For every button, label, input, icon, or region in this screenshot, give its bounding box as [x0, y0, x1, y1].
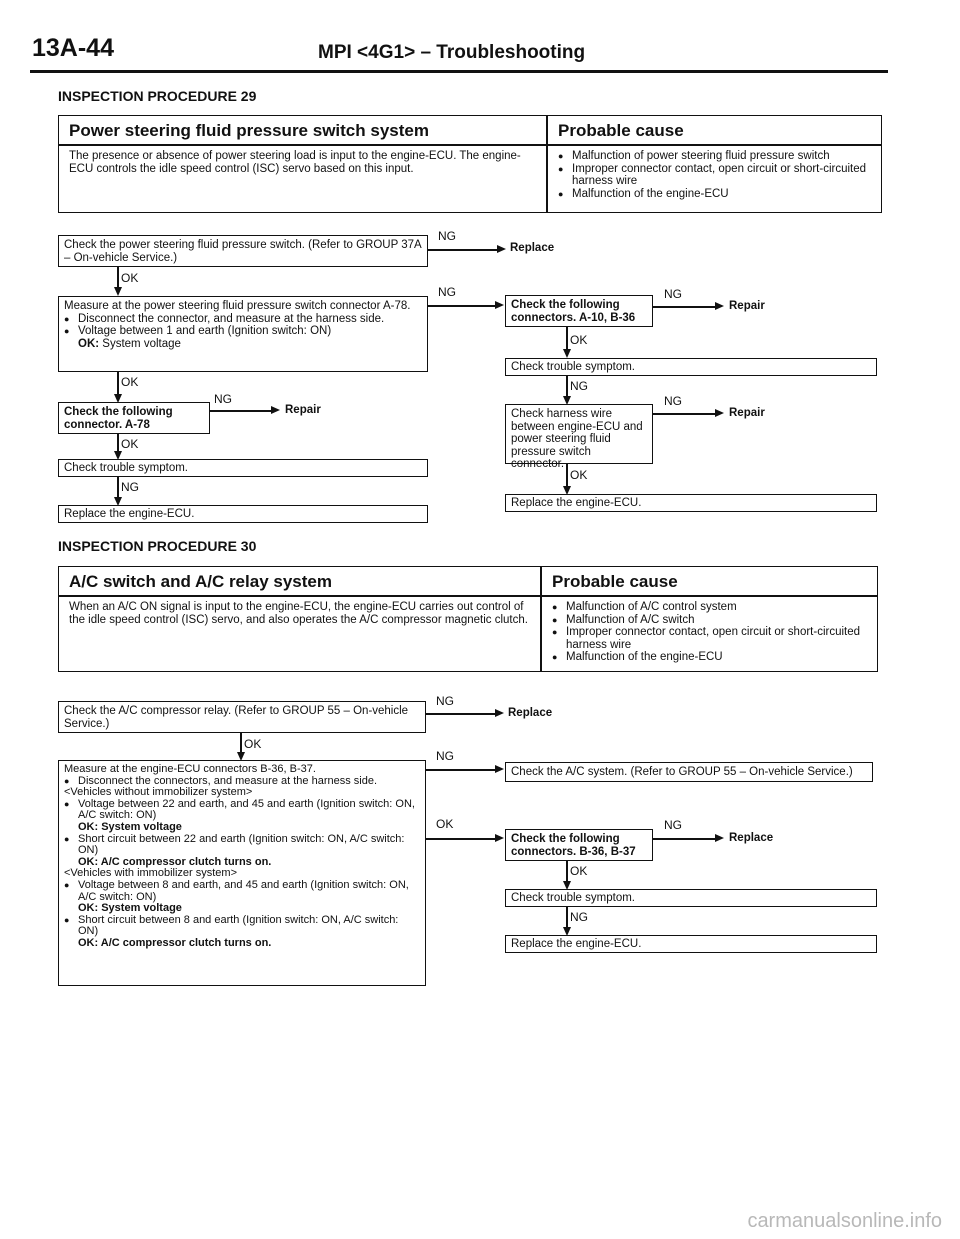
system-title: Power steering fluid pressure switch system [69, 121, 429, 140]
table-divider [540, 567, 542, 671]
proc30-cause-table [58, 566, 878, 672]
ok-line [566, 327, 568, 351]
ng-label: NG [436, 749, 454, 763]
cause-item: ● Malfunction of the engine-ECU [558, 188, 874, 201]
variant-label: <Vehicles without immobilizer system> [64, 786, 253, 799]
measure-item: ● Voltage between 1 and earth (Ignition switch: ON) [64, 325, 422, 338]
page-number: 13A-44 [32, 34, 114, 62]
measure-list [64, 776, 420, 788]
arrow-right [497, 245, 506, 253]
system-title: A/C switch and A/C relay system [69, 572, 332, 591]
ok-label: OK [121, 437, 139, 451]
replace-ecu-box: Replace the engine-ECU. [58, 505, 428, 523]
cause-item: ● Malfunction of A/C switch [552, 614, 870, 627]
cause-list [552, 601, 870, 664]
ok-label: OK [121, 375, 139, 389]
ok-line [566, 861, 568, 883]
arrow-right [715, 409, 724, 417]
ng-label: NG [570, 379, 588, 393]
ng-line [428, 305, 496, 307]
ok-text: OK: A/C compressor clutch turns on. [78, 936, 272, 949]
measure-text: Short circuit between 8 and earth (Ignition switch: ON, A/C switch: ON) [78, 913, 399, 938]
ng-label: NG [121, 480, 139, 494]
arrow-right [495, 765, 504, 773]
ok-label: OK [244, 737, 262, 751]
arrow-right [715, 302, 724, 310]
ok-value: System voltage [102, 337, 181, 350]
ng-line [426, 713, 496, 715]
ng-line [210, 410, 272, 412]
ok-line [566, 464, 568, 488]
ok-line [117, 267, 119, 289]
ng-line [117, 477, 119, 499]
ok-text: OK: System voltage [78, 902, 182, 915]
ng-label: NG [664, 394, 682, 408]
ok-text: OK: A/C compressor clutch turns on. [78, 855, 272, 868]
table-divider [59, 144, 881, 146]
repair-action: Repair [285, 404, 321, 416]
ng-label: NG [436, 694, 454, 708]
ok-label: OK [570, 864, 588, 878]
check-harness-box: Check harness wire between engine-ECU and power steering fluid pressure switch connector. [505, 404, 653, 464]
cause-item: ● Malfunction of power steering fluid pressure switch [558, 150, 874, 163]
ok-line [117, 372, 119, 396]
measure-list [64, 880, 420, 950]
ok-label: OK [121, 271, 139, 285]
ng-line [653, 306, 716, 308]
table-divider [59, 595, 877, 597]
header-rule [30, 70, 888, 73]
arrow-right [495, 301, 504, 309]
ng-line [426, 769, 496, 771]
ng-label: NG [664, 287, 682, 301]
arrow-right [495, 709, 504, 717]
measure-item [64, 834, 420, 869]
arrow-down [563, 349, 571, 358]
measure-text: Short circuit between 22 and earth (Ignition switch: ON, A/C switch: ON) [78, 832, 405, 857]
check-trouble-box: Check trouble symptom. [505, 889, 877, 907]
ng-label: NG [438, 285, 456, 299]
cause-item: ● Improper connector contact, open circuit or short-circuited harness wire [552, 626, 870, 651]
cause-item: ● Malfunction of A/C control system [552, 601, 870, 614]
measure-list [64, 313, 422, 338]
cause-item: ● Improper connector contact, open circuit or short-circuited harness wire [558, 163, 874, 188]
arrow-right [271, 406, 280, 414]
ng-label: NG [214, 392, 232, 406]
measure-text: Voltage between 22 and earth, and 45 and earth (Ignition switch: ON, A/C switch: ON) [78, 797, 415, 822]
proc30-heading: INSPECTION PROCEDURE 30 [58, 538, 257, 554]
watermark: carmanualsonline.info [747, 1210, 942, 1232]
replace-ecu-box: Replace the engine-ECU. [505, 494, 877, 512]
measure-item: ● Disconnect the connector, and measure at the harness side. [64, 313, 422, 326]
measure-ok [64, 338, 422, 351]
ok-line [240, 733, 242, 754]
proc29-cause-table [58, 115, 882, 213]
ok-prefix: OK: [78, 337, 100, 350]
check-relay-box: Check the A/C compressor relay. (Refer to GROUP 55 – On-vehicle Service.) [58, 701, 426, 733]
replace-action: Replace [510, 242, 555, 254]
system-description: The presence or absence of power steering load is input to the engine-ECU. The engine-ECU controls the idle speed control (ISC) servo based on this input. [69, 150, 521, 175]
variant-label: <Vehicles with immobilizer system> [64, 867, 238, 880]
system-description: When an A/C ON signal is input to the engine-ECU, the engine-ECU carries out control of the idle speed control (ISC) servo, and also operates the A/C compressor magnetic clutch. [69, 601, 528, 626]
ok-text: OK: System voltage [78, 820, 182, 833]
measure-title: Measure at the power steering fluid pressure switch connector A-78. [64, 300, 411, 312]
check-trouble-box: Check trouble symptom. [505, 358, 877, 376]
ng-label: NG [664, 818, 682, 832]
page-title: MPI <4G1> – Troubleshooting [318, 42, 586, 63]
ng-label: NG [570, 910, 588, 924]
ok-line [426, 838, 496, 840]
arrow-right [495, 834, 504, 842]
ng-line [428, 249, 498, 251]
measure-ecu-box [58, 760, 426, 986]
check-connectors-a10-box: Check the following connectors. A-10, B-36 [505, 295, 653, 327]
measure-list [64, 799, 420, 869]
cause-list [558, 150, 874, 200]
check-trouble-box: Check trouble symptom. [58, 459, 428, 477]
measure-box [58, 296, 428, 372]
replace-action: Replace [508, 707, 553, 719]
arrow-right [715, 834, 724, 842]
check-ac-system-box: Check the A/C system. (Refer to GROUP 55 – On-vehicle Service.) [505, 762, 873, 782]
repair-action: Repair [729, 407, 765, 419]
ok-label: OK [570, 468, 588, 482]
arrow-down [114, 287, 122, 296]
measure-text: Voltage between 8 and earth, and 45 and earth (Ignition switch: ON, A/C switch: ON) [78, 878, 409, 903]
repair-action: Repair [729, 300, 765, 312]
table-divider [546, 116, 548, 212]
ng-line [653, 838, 716, 840]
cause-title: Probable cause [552, 572, 678, 591]
check-connector-a78-box: Check the following connector. A-78 [58, 402, 210, 434]
ng-line [653, 413, 716, 415]
ng-line [566, 907, 568, 929]
cause-title: Probable cause [558, 121, 684, 140]
measure-item [64, 915, 420, 950]
proc29-heading: INSPECTION PROCEDURE 29 [58, 88, 257, 104]
ng-label: NG [438, 229, 456, 243]
measure-item [64, 880, 420, 915]
replace-ecu-box: Replace the engine-ECU. [505, 935, 877, 953]
replace-action: Replace [729, 832, 774, 844]
measure-item: ● Disconnect the connectors, and measure at the harness side. [64, 776, 420, 788]
ng-line [566, 376, 568, 398]
measure-item [64, 799, 420, 834]
ok-label: OK [570, 333, 588, 347]
measure-title: Measure at the engine-ECU connectors B-36, B-37. [64, 763, 316, 775]
check-switch-box: Check the power steering fluid pressure switch. (Refer to GROUP 37A – On-vehicle Service.) [58, 235, 428, 267]
ok-label: OK [436, 817, 454, 831]
cause-item: ● Malfunction of the engine-ECU [552, 651, 870, 664]
check-connectors-b36-box: Check the following connectors. B-36, B-37 [505, 829, 653, 861]
